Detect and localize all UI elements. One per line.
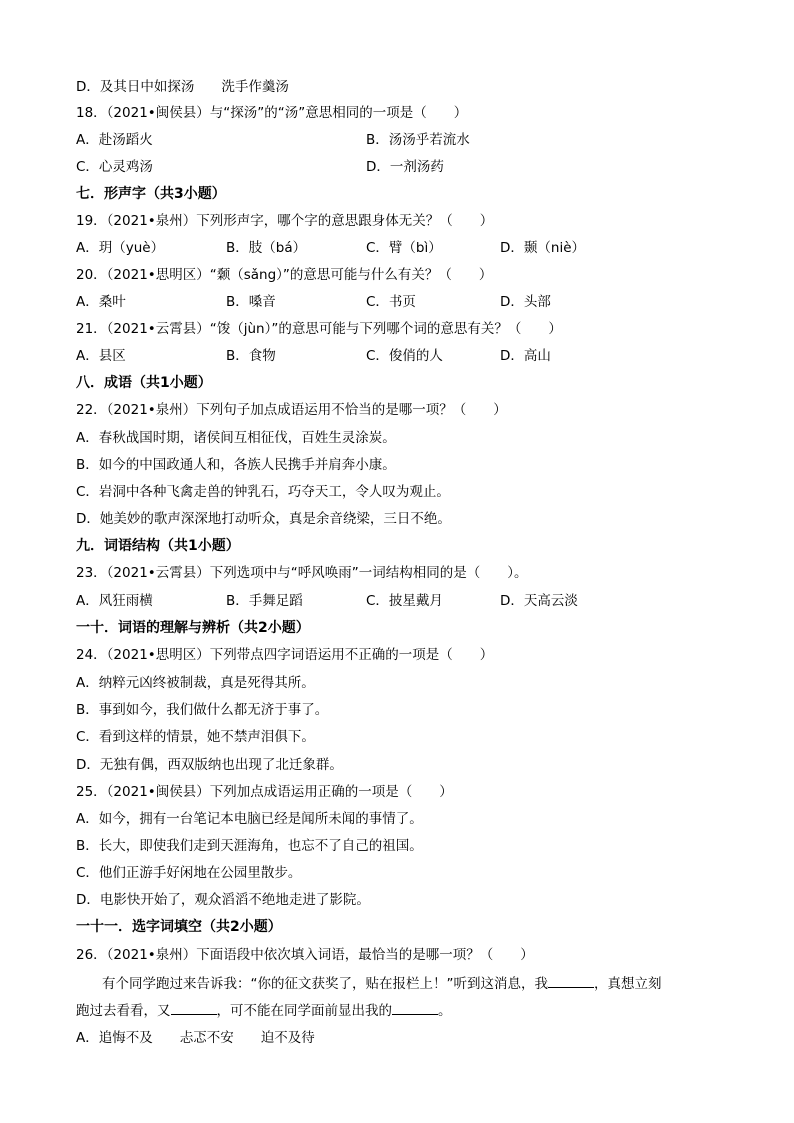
question-22: 22．（2021•泉州）下列句子加点成语运用不恰当的是哪一项？（ ）: [76, 402, 507, 418]
question-24: 24．（2021•思明区）下列带点四字词语运用不正确的一项是（ ）: [76, 647, 494, 663]
question-21-option-c: C．俊俏的人: [366, 348, 443, 364]
question-20-option-d: D．头部: [500, 294, 551, 310]
question-25-option-c: C．他们正游手好闲地在公园里散步。: [76, 865, 302, 881]
fill-blank-3: [392, 1001, 438, 1015]
question-22-option-d: D．她美妙的歌声深深地打动听众，真是余音绕梁，三日不绝。: [76, 511, 451, 527]
question-22-option-b: B．如今的中国政通人和，各族人民携手并肩奔小康。: [76, 457, 396, 473]
question-19: 19．（2021•泉州）下列形声字，哪个字的意思跟身体无关？（ ）: [76, 213, 494, 229]
question-22-option-c: C．岩洞中各种飞禽走兽的钟乳石，巧夺天工，令人叹为观止。: [76, 484, 450, 500]
question-17-option-d: D．及其日中如探汤 洗手作羹汤: [76, 79, 289, 95]
question-24-option-b: B．事到如今，我们做什么都无济于事了。: [76, 702, 329, 718]
question-25-option-d: D．电影快开始了，观众滔滔不绝地走进了影院。: [76, 892, 370, 908]
question-18-option-a: A．赴汤蹈火: [76, 132, 153, 148]
question-21-option-b: B．食物: [226, 348, 276, 364]
passage-text: ，可不能在同学面前显出我的: [216, 1003, 392, 1019]
question-26-option-a: A．追悔不及 忐忑不安 迫不及待: [76, 1030, 315, 1046]
section-heading-7: 七．形声字（共3小题）: [76, 186, 226, 202]
question-20-option-c: C．书页: [366, 294, 416, 310]
question-23-option-c: C．披星戴月: [366, 593, 443, 609]
fill-blank-2: [171, 1001, 217, 1015]
section-heading-8: 八．成语（共1小题）: [76, 375, 212, 391]
question-23-option-b: B．手舞足蹈: [226, 593, 303, 609]
section-heading-9: 九．词语结构（共1小题）: [76, 538, 240, 554]
question-24-option-a: A．纳粹元凶终被制裁，真是死得其所。: [76, 675, 315, 691]
fill-blank-1: [548, 974, 594, 988]
question-20-option-b: B．嗓音: [226, 294, 276, 310]
question-18-option-b: B．汤汤乎若流水: [366, 132, 470, 148]
question-25: 25．（2021•闽侯县）下列加点成语运用正确的一项是（ ）: [76, 784, 453, 800]
question-19-option-d: D．颞（niè）: [500, 240, 586, 256]
question-26-passage-line-2: [76, 1001, 452, 1020]
question-25-option-a: A．如今，拥有一台笔记本电脑已经是闻所未闻的事情了。: [76, 811, 423, 827]
question-18-option-d: D．一剂汤药: [366, 159, 444, 175]
question-19-option-a: A．玥（yuè）: [76, 240, 165, 256]
question-19-option-b: B．肢（bá）: [226, 240, 307, 256]
section-heading-10: 一十．词语的理解与辨析（共2小题）: [76, 620, 310, 636]
passage-text: 有个同学跑过来告诉我：“你的征文获奖了，贴在报栏上！”听到这消息，我: [102, 976, 548, 992]
passage-text: 。: [438, 1003, 452, 1019]
passage-text: ，真想立刻: [594, 976, 662, 992]
question-22-option-a: A．春秋战国时期，诸侯间互相征伐，百姓生灵涂炭。: [76, 430, 396, 446]
question-25-option-b: B．长大，即使我们走到天涯海角，也忘不了自己的祖国。: [76, 838, 423, 854]
question-21-option-a: A．县区: [76, 348, 126, 364]
question-26-passage-line-1: [76, 974, 662, 993]
question-21-option-d: D．高山: [500, 348, 551, 364]
question-18-option-c: C．心灵鸡汤: [76, 159, 153, 175]
section-heading-11: 一十一．选字词填空（共2小题）: [76, 919, 282, 935]
question-19-option-c: C．臂（bì）: [366, 240, 442, 256]
question-20: 20．（2021•思明区）“颡（sǎng）”的意思可能与什么有关？（ ）: [76, 267, 493, 283]
question-24-option-c: C．看到这样的情景，她不禁声泪俱下。: [76, 729, 315, 745]
question-23-option-a: A．风狂雨横: [76, 593, 153, 609]
question-24-option-d: D．无独有偶，西双版纳也出现了北迁象群。: [76, 757, 343, 773]
question-21: 21．（2021•云霄县）“馂（jùn）”的意思可能与下列哪个词的意思有关？（ ）: [76, 321, 562, 337]
question-23-option-d: D．天高云淡: [500, 593, 578, 609]
question-23: 23．（2021•云霄县）下列选项中与“呼风唤雨”一词结构相同的是（ ）。: [76, 565, 528, 581]
question-20-option-a: A．桑叶: [76, 294, 126, 310]
question-26: 26．（2021•泉州）下面语段中依次填入词语，最恰当的是哪一项？（ ）: [76, 947, 534, 963]
passage-text: 跑过去看看，又: [76, 1003, 171, 1019]
question-18: 18．（2021•闽侯县）与“探汤”的“汤”意思相同的一项是（ ）: [76, 105, 468, 121]
